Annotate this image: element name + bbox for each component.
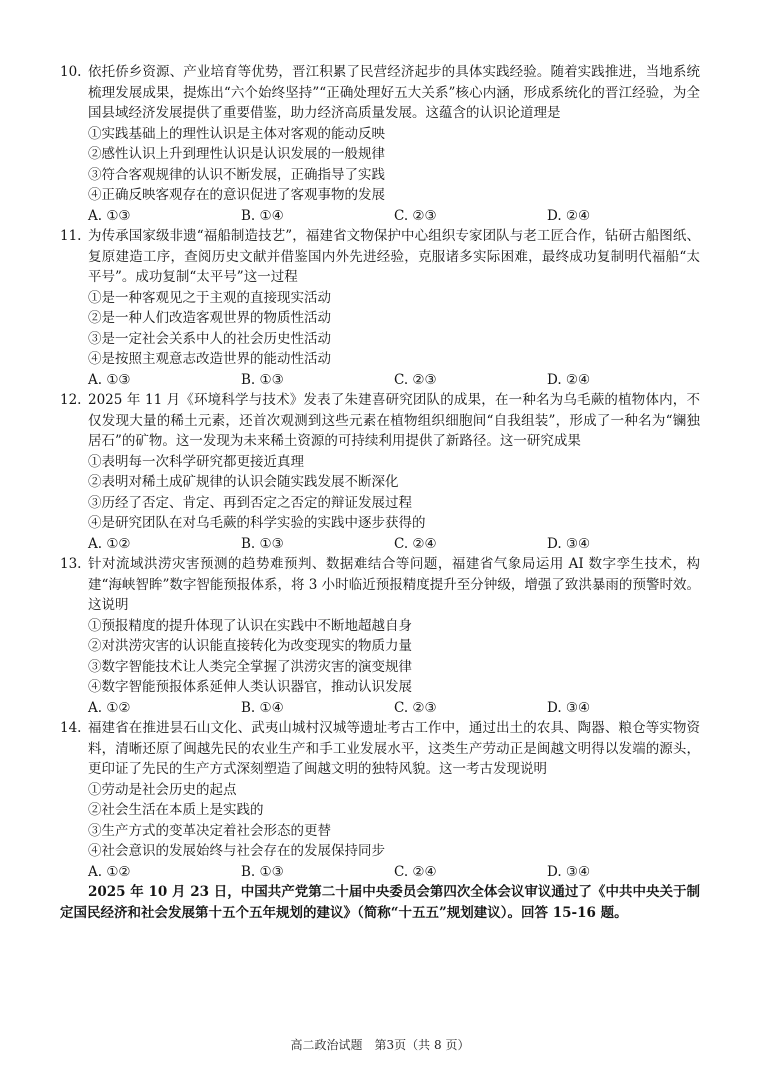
choice-d: D. ③④ (547, 699, 591, 716)
question-stem: 福建省在推进昙石山文化、武夷山城村汉城等遗址考古工作中，通过出土的农具、陶器、粮仓等实物资料，清晰还原了闽越先民的农业生产和手工业发展水平，这类生产劳动正是闽越文明得以发端的源头，更印证了先民的生产方式深刻塑造了闽越文明的独特风貌。这一考古发现说明 (88, 720, 700, 777)
choice-b: B. ①④ (241, 699, 284, 716)
choice-a: A. ①② (88, 535, 131, 552)
choice-c: C. ②③ (394, 699, 437, 716)
answer-choices (60, 698, 700, 719)
choice-a: A. ①③ (88, 371, 131, 388)
statement-4: ④是研究团队在对乌毛蕨的科学实验的实践中逐步获得的 (88, 515, 426, 531)
question-stem: 为传承国家级非遗“福船制造技艺”，福建省文物保护中心组织专家团队与老工匠合作，钻研古船图纸、复原建造工序，查阅历史文献并借鉴国内外先进经验，克服诸多实际困难，最终成功复制明代福船“太平号”。成功复制“太平号”这一过程 (88, 228, 700, 285)
choice-d: D. ②④ (547, 371, 591, 388)
choice-c: C. ②③ (394, 207, 437, 224)
choice-a: A. ①② (88, 699, 131, 716)
question-number: 12. (60, 392, 82, 408)
statement-3: ③是一定社会关系中人的社会历史性活动 (88, 330, 331, 347)
question-11 (60, 226, 700, 390)
question-stem: 针对流域洪涝灾害预测的趋势难预判、数据难结合等问题，福建省气象局运用 AI 数字孪生技术，构建“海峡智眸”数字智能预报体系，将 3 小时临近预报精度提升至分钟级，增强了致洪暴雨的预警时效。这说明 (88, 556, 700, 613)
question-stem: 2025 年 11 月《环境科学与技术》发表了朱建喜研究团队的成果，在一种名为乌毛蕨的植物体内，不仅发现大量的稀土元素，还首次观测到这些元素在植物组织细胞间“自我组装”，形成了一种名为“镧独居石”的矿物。这一发现为未来稀土资源的可持续利用提供了新路径。这一研究成果 (88, 392, 700, 449)
choice-c: C. ②③ (394, 371, 437, 388)
question-14 (60, 718, 700, 882)
answer-choices (60, 862, 700, 883)
page-footer: 高二政治试题 第3页（共 8 页） (290, 1038, 470, 1052)
question-number: 14. (60, 720, 82, 736)
statement-1: ①实践基础上的理性认识是主体对客观的能动反映 (88, 125, 385, 142)
statement-2: ②对洪涝灾害的认识能直接转化为改变现实的物质力量 (88, 638, 412, 654)
choice-b: B. ①③ (241, 863, 284, 880)
statement-1: ①预报精度的提升体现了认识在实践中不断地超越自身 (88, 617, 412, 634)
question-list (60, 62, 700, 924)
statement-4: ④社会意识的发展始终与社会存在的发展保持同步 (88, 843, 385, 859)
statement-2: ②是一种人们改造客观世界的物质性活动 (88, 310, 331, 326)
answer-choices (60, 206, 700, 227)
context-paragraph: 2025 年 10 月 23 日，中国共产党第二十届中央委员会第四次全体会议审议通过了《中共中央关于制定国民经济和社会发展第十五个五年规划的建议》（简称“十五五”规划建议）。回答 15-16 题。 (60, 884, 700, 921)
statement-3: ③生产方式的变革决定着社会形态的更替 (88, 822, 331, 839)
choice-d: D. ③④ (547, 535, 591, 552)
answer-choices (60, 370, 700, 391)
choice-a: A. ①③ (88, 207, 131, 224)
question-13 (60, 554, 700, 718)
statement-3: ③符合客观规律的认识不断发展，正确指导了实践 (88, 166, 385, 183)
answer-choices (60, 534, 700, 555)
choice-c: C. ②④ (394, 863, 437, 880)
statement-4: ④正确反映客观存在的意识促进了客观事物的发展 (88, 187, 385, 203)
choice-b: B. ①③ (241, 371, 284, 388)
choice-d: D. ③④ (547, 863, 591, 880)
question-12 (60, 390, 700, 554)
statement-2: ②表明对稀土成矿规律的认识会随实践发展不断深化 (88, 474, 399, 490)
statement-2: ②社会生活在本质上是实践的 (88, 802, 264, 818)
statement-2: ②感性认识上升到理性认识是认识发展的一般规律 (88, 146, 385, 162)
statement-3: ③历经了否定、肯定、再到否定之否定的辩证发展过程 (88, 494, 412, 511)
choice-c: C. ②④ (394, 535, 437, 552)
statement-1: ①表明每一次科学研究都更接近真理 (88, 453, 304, 470)
statement-4: ④是按照主观意志改造世界的能动性活动 (88, 351, 331, 367)
question-number: 10. (60, 64, 82, 80)
choice-b: B. ①④ (241, 207, 284, 224)
statement-3: ③数字智能技术让人类完全掌握了洪涝灾害的演变规律 (88, 658, 412, 675)
question-number: 13. (60, 556, 82, 572)
choice-d: D. ②④ (547, 207, 591, 224)
choice-a: A. ①② (88, 863, 131, 880)
statement-1: ①是一种客观见之于主观的直接现实活动 (88, 289, 331, 306)
question-number: 11. (60, 228, 82, 244)
choice-b: B. ①③ (241, 535, 284, 552)
statement-1: ①劳动是社会历史的起点 (88, 781, 237, 798)
question-10 (60, 62, 700, 226)
statement-4: ④数字智能预报体系延伸人类认识器官，推动认识发展 (88, 679, 412, 695)
question-stem: 依托侨乡资源、产业培育等优势，晋江积累了民营经济起步的具体实践经验。随着实践推进，当地系统梳理发展成果，提炼出“六个始终坚持”“正确处理好五大关系”核心内涵，形成系统化的晋江经验，为全国县域经济发展提供了重要借鉴，助力经济高质量发展。这蕴含的认识论道理是 (88, 64, 700, 121)
